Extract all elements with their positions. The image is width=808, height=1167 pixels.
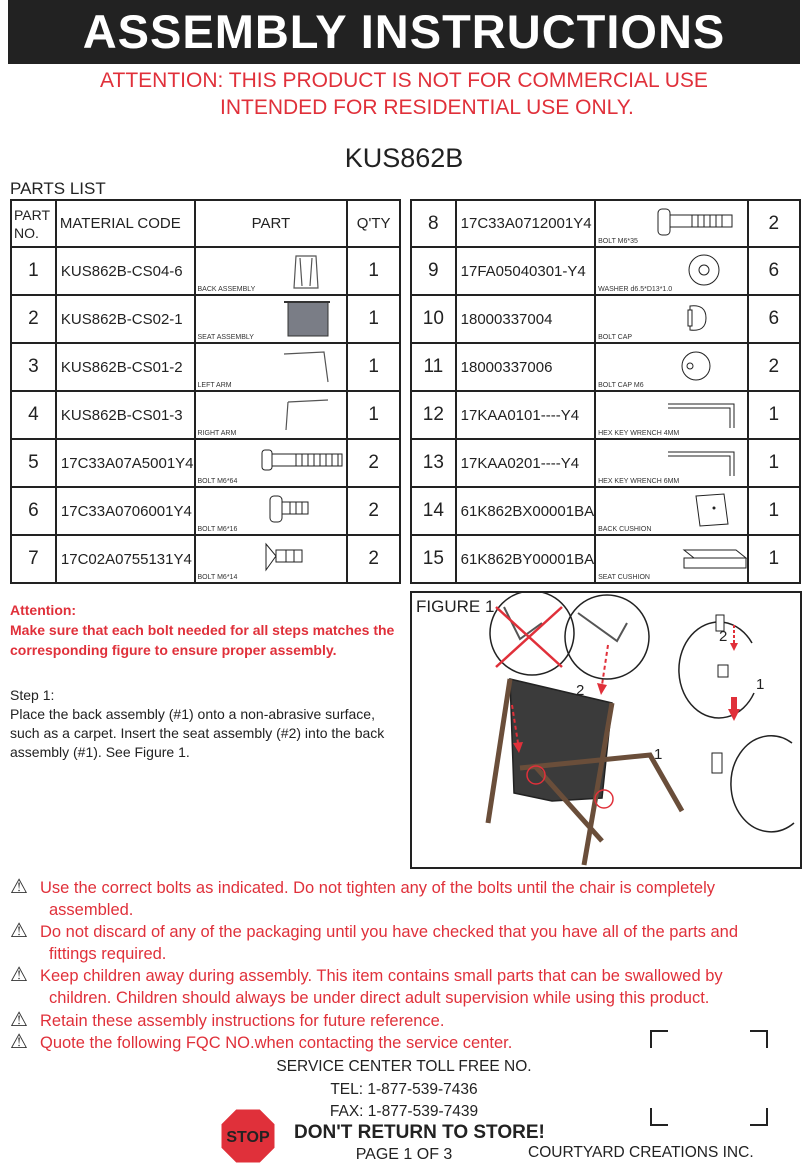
part-name: WASHER d6.5*D13*1.0 xyxy=(598,286,673,293)
part-name: BOLT CAP xyxy=(598,334,633,341)
part-qty: 6 xyxy=(748,247,800,295)
header-part-no: PART NO. xyxy=(11,200,56,247)
part-qty: 1 xyxy=(748,487,800,535)
part-number: 7 xyxy=(11,535,56,583)
part-qty: 2 xyxy=(347,535,400,583)
warning-5: ⚠ Quote the following FQC NO.when contacting the service center. xyxy=(10,1031,513,1053)
table-row xyxy=(411,439,800,487)
table-row xyxy=(411,487,800,535)
table-row xyxy=(411,391,800,439)
part-number: 14 xyxy=(411,487,456,535)
part-cell xyxy=(195,391,348,439)
part-name: HEX KEY WRENCH 4MM xyxy=(598,430,680,437)
part-name: RIGHT ARM xyxy=(197,430,237,437)
table-row xyxy=(411,343,800,391)
table-row xyxy=(411,200,800,247)
part-number: 2 xyxy=(11,295,56,343)
table-row xyxy=(11,295,400,343)
part-qty: 1 xyxy=(748,391,800,439)
part-qty: 1 xyxy=(347,391,400,439)
part-cell xyxy=(595,247,748,295)
part-qty: 1 xyxy=(347,295,400,343)
attention-banner-line1: ATTENTION: THIS PRODUCT IS NOT FOR COMMERCIAL USE xyxy=(100,69,708,92)
part-qty: 2 xyxy=(748,343,800,391)
service-fax: FAX: 1-877-539-7439 xyxy=(329,1103,479,1120)
material-code: KUS862B-CS04-6 xyxy=(56,247,195,295)
part-cell xyxy=(595,487,748,535)
page-number: PAGE 1 OF 3 xyxy=(355,1146,453,1163)
step1-text xyxy=(10,686,405,762)
table-row xyxy=(411,295,800,343)
part-cell xyxy=(595,295,748,343)
part-qty: 6 xyxy=(748,295,800,343)
material-code: 17C02A0755131Y4 xyxy=(56,535,195,583)
part-number: 3 xyxy=(11,343,56,391)
material-code: 17FA05040301-Y4 xyxy=(456,247,595,295)
material-code: KUS862B-CS01-2 xyxy=(56,343,195,391)
part-name: SEAT ASSEMBLY xyxy=(197,334,254,341)
part-number: 9 xyxy=(411,247,456,295)
material-code: 61K862BX00001BA xyxy=(456,487,595,535)
table-row xyxy=(411,535,800,583)
part-qty: 1 xyxy=(748,535,800,583)
warning-2: ⚠ Do not discard of any of the packaging until you have checked that you have all of the parts and fittings required. xyxy=(10,920,739,963)
part-number: 1 xyxy=(11,247,56,295)
part-name: BOLT M6*16 xyxy=(197,526,238,533)
part-number: 4 xyxy=(11,391,56,439)
part-cell xyxy=(595,391,748,439)
step1-title: Step 1: xyxy=(10,687,55,703)
figure-label-1-detail: 1 xyxy=(756,676,765,693)
part-name: BACK CUSHION xyxy=(598,526,652,533)
warning-icon: ⚠ xyxy=(10,1031,28,1053)
figure-label-1: 1 xyxy=(654,746,663,763)
material-code: 17C33A07A5001Y4 xyxy=(56,439,195,487)
part-number: 15 xyxy=(411,535,456,583)
attention-banner-line2: INTENDED FOR RESIDENTIAL USE ONLY. xyxy=(220,96,634,119)
part-number: 10 xyxy=(411,295,456,343)
material-code: 61K862BY00001BA xyxy=(456,535,595,583)
part-name: BACK ASSEMBLY xyxy=(197,286,256,293)
part-qty: 1 xyxy=(347,343,400,391)
table-row xyxy=(11,391,400,439)
part-name: BOLT M6*14 xyxy=(197,574,238,581)
material-code: 18000337004 xyxy=(456,295,595,343)
table-row xyxy=(11,343,400,391)
part-name: BOLT M6*64 xyxy=(197,478,238,485)
model-number: KUS862B xyxy=(344,143,464,173)
part-qty: 1 xyxy=(748,439,800,487)
part-name: BOLT M6*35 xyxy=(598,238,638,245)
part-cell xyxy=(195,535,348,583)
table-row xyxy=(11,487,400,535)
part-name: SEAT CUSHION xyxy=(598,574,650,581)
part-cell xyxy=(595,439,748,487)
figure-1-illustration xyxy=(412,593,800,867)
warning-3: ⚠ Keep children away during assembly. This item contains small parts that can be swallowed by children. Children should always be under direct adult supervision while using this product. xyxy=(10,964,723,1007)
part-cell xyxy=(595,535,748,583)
header-material-code: MATERIAL CODE xyxy=(56,200,195,247)
part-number: 5 xyxy=(11,439,56,487)
warning-icon: ⚠ xyxy=(10,876,28,898)
figure-1 xyxy=(410,591,802,869)
part-cell xyxy=(195,487,348,535)
header-part: PART xyxy=(195,200,348,247)
part-name: BOLT CAP M6 xyxy=(598,382,644,389)
material-code: 17C33A0706001Y4 xyxy=(56,487,195,535)
step1-body: Place the back assembly (#1) onto a non-abrasive surface, such as a carpet. Insert the seat assembly (#2) into the back assembly (#1). See Figure 1. xyxy=(10,706,385,760)
warning-icon: ⚠ xyxy=(10,1009,28,1031)
stop-sign-label: STOP xyxy=(226,1129,270,1146)
part-qty: 2 xyxy=(347,439,400,487)
table-row xyxy=(411,247,800,295)
part-cell xyxy=(195,295,348,343)
part-cell xyxy=(595,200,748,247)
attention-note-body: Make sure that each bolt needed for all steps matches the corresponding figure to ensure proper assembly. xyxy=(10,622,395,658)
dont-return-notice: DON'T RETURN TO STORE! xyxy=(294,1122,545,1143)
service-center-title: SERVICE CENTER TOLL FREE NO. xyxy=(276,1058,532,1075)
part-number: 13 xyxy=(411,439,456,487)
company-name: COURTYARD CREATIONS INC. xyxy=(528,1144,754,1161)
part-cell xyxy=(195,343,348,391)
table-row xyxy=(11,247,400,295)
parts-table-right xyxy=(410,199,801,584)
table-row xyxy=(11,439,400,487)
warning-4: ⚠ Retain these assembly instructions for future reference. xyxy=(10,1009,445,1031)
part-qty: 1 xyxy=(347,247,400,295)
fqc-box-corner-tl xyxy=(650,1030,668,1048)
warning-icon: ⚠ xyxy=(10,964,28,986)
part-name: LEFT ARM xyxy=(197,382,232,389)
attention-note-title: Attention: xyxy=(10,602,77,618)
figure-label-2: 2 xyxy=(576,682,585,699)
part-number: 6 xyxy=(11,487,56,535)
material-code: 17C33A0712001Y4 xyxy=(456,200,595,247)
table-row xyxy=(11,535,400,583)
warning-icon: ⚠ xyxy=(10,920,28,942)
page-title: ASSEMBLY INSTRUCTIONS xyxy=(8,0,800,64)
part-qty: 2 xyxy=(748,200,800,247)
header-qty: Q'TY xyxy=(347,200,400,247)
part-cell xyxy=(595,343,748,391)
material-code: 17KAA0201----Y4 xyxy=(456,439,595,487)
material-code: 18000337006 xyxy=(456,343,595,391)
fqc-box-corner-tr xyxy=(750,1030,768,1048)
part-name: HEX KEY WRENCH 6MM xyxy=(598,478,680,485)
material-code: 17KAA0101----Y4 xyxy=(456,391,595,439)
part-cell xyxy=(195,247,348,295)
part-number: 11 xyxy=(411,343,456,391)
part-cell xyxy=(195,439,348,487)
parts-list-title: PARTS LIST xyxy=(10,179,106,198)
figure-label-2-detail: 2 xyxy=(719,628,728,645)
part-qty: 2 xyxy=(347,487,400,535)
material-code: KUS862B-CS02-1 xyxy=(56,295,195,343)
service-tel: TEL: 1-877-539-7436 xyxy=(330,1081,478,1098)
parts-table-left xyxy=(10,199,401,584)
material-code: KUS862B-CS01-3 xyxy=(56,391,195,439)
part-number: 8 xyxy=(411,200,456,247)
part-number: 12 xyxy=(411,391,456,439)
warning-1: ⚠ Use the correct bolts as indicated. Do not tighten any of the bolts until the chair is completely assembled. xyxy=(10,876,716,919)
figure-1-title: FIGURE 1 xyxy=(416,597,495,616)
